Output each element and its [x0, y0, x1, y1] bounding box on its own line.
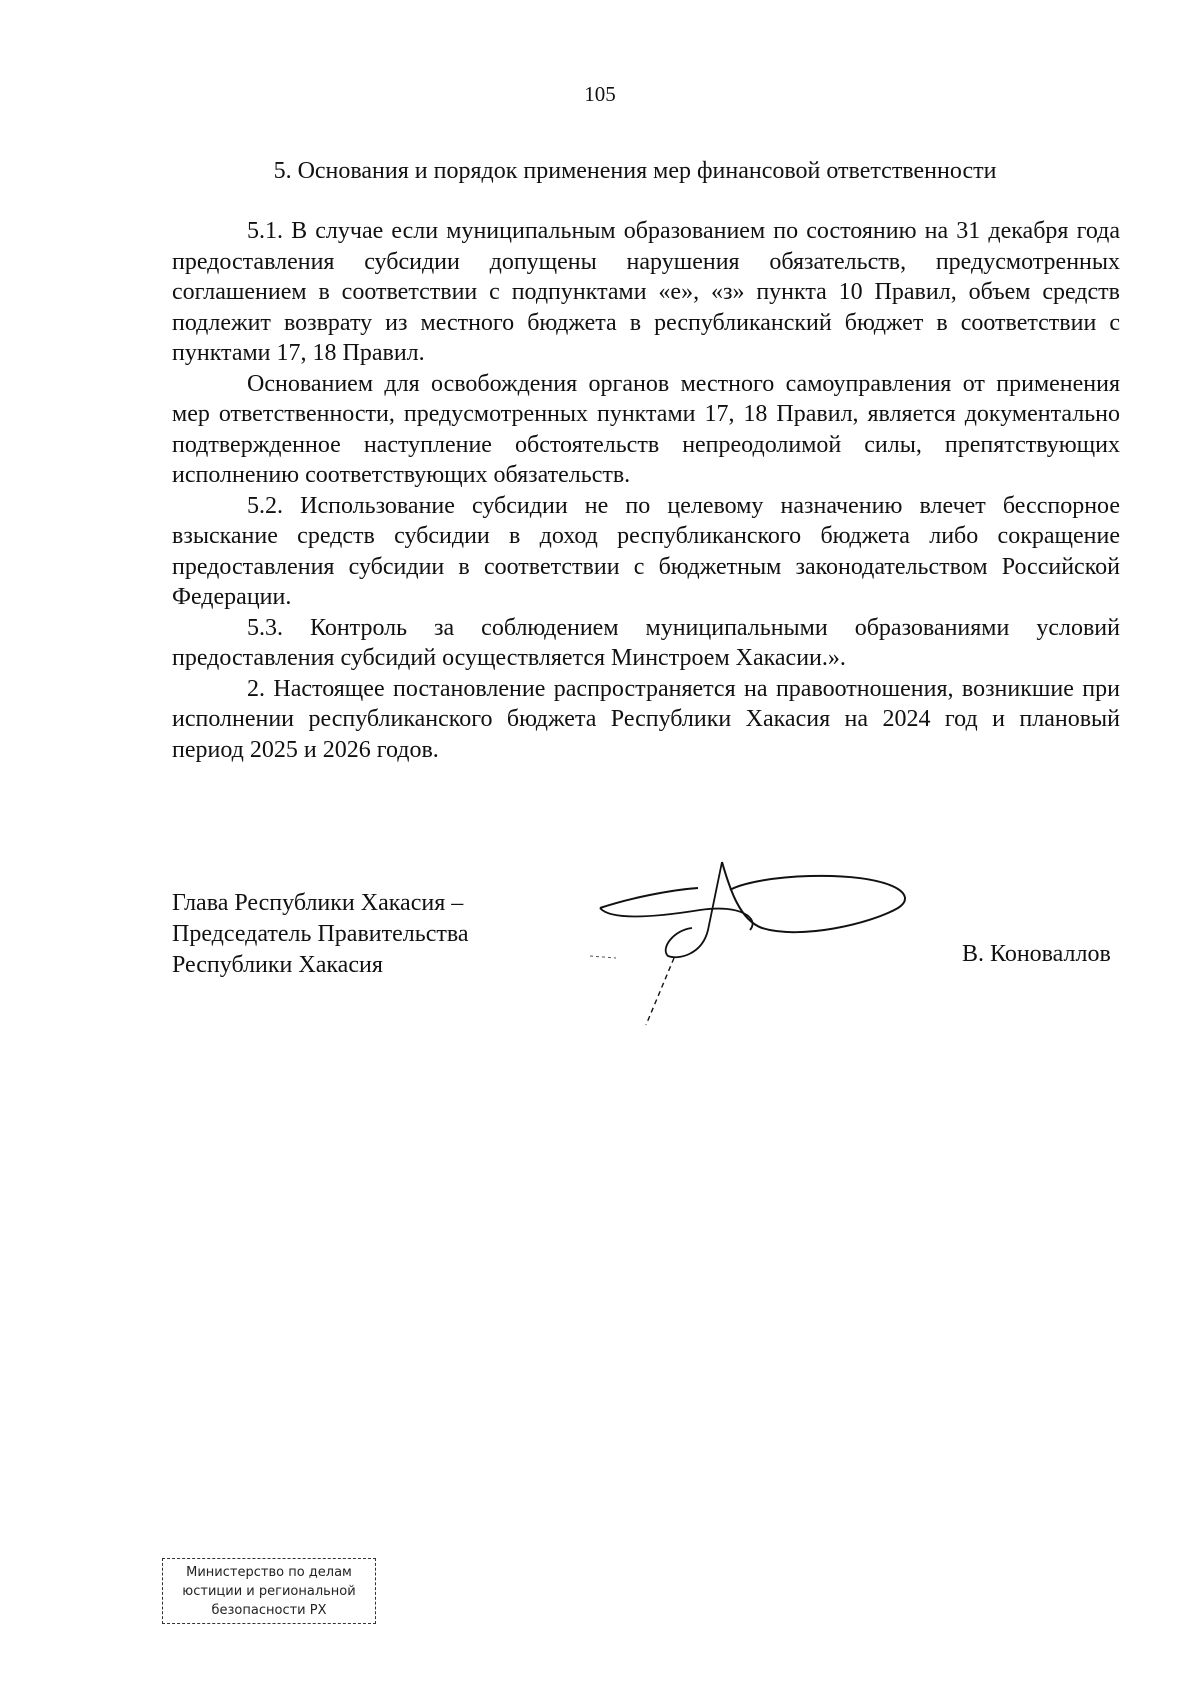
page-number: 105 [584, 82, 616, 106]
section-heading: 5. Основания и порядок применения мер финансовой ответственности [273, 158, 997, 184]
registration-stamp [162, 1558, 376, 1624]
signatory-title [172, 888, 469, 981]
signatory-title-line: Глава Республики Хакасия – [172, 890, 464, 916]
paragraph-exemption: Основанием для освобождения органов местного самоуправления от применения мер ответственности, предусмотренных пунктами 17, 18 Правил, является документально подтвержденное наступление обстоятельств непреодолимой силы, препятствующих исполнению соответствующих обязательств. [172, 370, 1120, 488]
paragraph-5-2: 5.2. Использование субсидии не по целевому назначению влечет бесспорное взыскание средств субсидии в доход республиканского бюджета либо сокращение предоставления субсидии в соответствии с бюджетным законодательством Российской Федерации. [172, 492, 1120, 610]
paragraph-5-1: 5.1. В случае если муниципальным образованием по состоянию на 31 декабря года предоставления субсидии допущены нарушения обязательств, предусмотренных соглашением в соответствии с подпунктами «е», «з» пункта 10 Правил, объем средств подлежит возврату из местного бюджета в республиканский бюджет в соответствии с пунктами 17, 18 Правил. [172, 218, 1120, 366]
document-body [172, 216, 1120, 765]
signatory-title-line: Председатель Правительства [172, 921, 469, 947]
signatory-title-line: Республики Хакасия [172, 952, 383, 978]
paragraph-5-3: 5.3. Контроль за соблюдением муниципальными образованиями условий предоставления субсидий осуществляется Минстроем Хакасии.». [172, 614, 1120, 671]
stamp-line: безопасности РХ [211, 1603, 327, 1618]
handwritten-signature [590, 860, 930, 1030]
signatory-name: В. Коноваллов [962, 941, 1111, 967]
stamp-line: юстиции и региональной [182, 1584, 356, 1599]
paragraph-2: 2. Настоящее постановление распространяется на правоотношения, возникшие при исполнении республиканского бюджета Республики Хакасия на 2024 год и плановый период 2025 и 2026 годов. [172, 675, 1120, 763]
stamp-line: Министерство по делам [186, 1565, 352, 1580]
